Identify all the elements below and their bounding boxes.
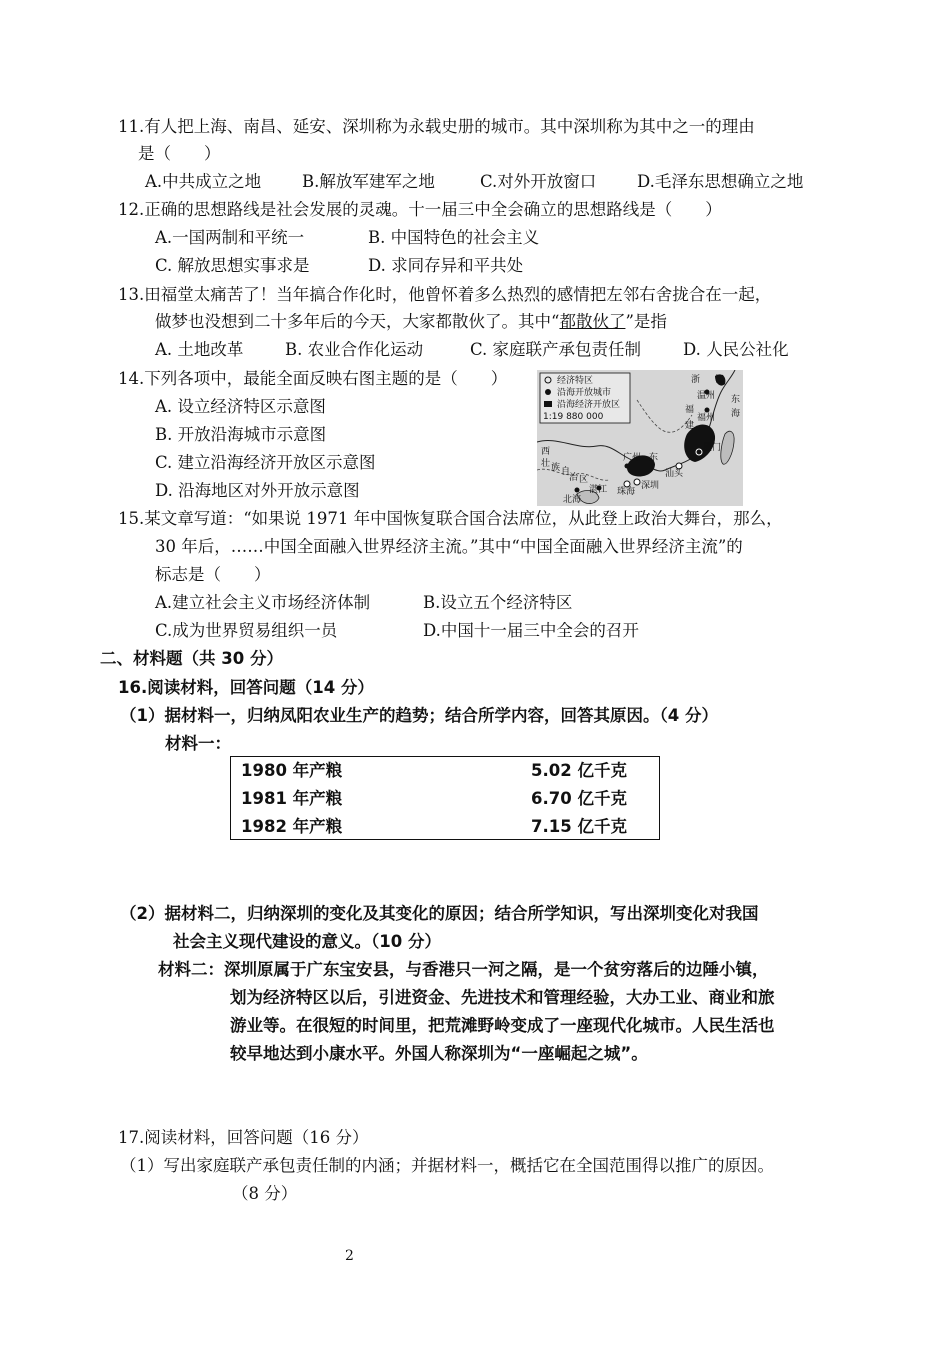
q11-stem-line2: 是（ ） (138, 144, 221, 163)
q17-title: 17.阅读材料，回答问题（16 分） (118, 1128, 369, 1147)
map-label-zi: 自 (561, 467, 571, 477)
city-fuzhou (705, 408, 710, 413)
legend-area-icon (544, 401, 552, 407)
q16-title: 16.阅读材料，回答问题（14 分） (118, 678, 374, 697)
q13-option-c: C. 家庭联产承包责任制 (470, 340, 642, 359)
q11-stem-line1: 11.有人把上海、南昌、延安、深圳称为永载史册的城市。其中深圳称为其中之一的理由 (118, 117, 755, 136)
q14-option-d: D. 沿海地区对外开放示意图 (155, 481, 360, 500)
section-heading: 二、材料题（共 30 分） (100, 649, 283, 668)
map-label-xi: 西 (541, 447, 551, 457)
map-label-jian: 建 (685, 421, 695, 431)
table-cell-year: 1980 年产粮 (241, 761, 343, 780)
q13-stem-line2 (155, 311, 667, 333)
map-label-zhuhai: 珠海 (617, 487, 636, 497)
page-number: 2 (345, 1248, 354, 1264)
q15-option-c: C.成为世界贸易组织一员 (155, 621, 338, 640)
table-cell-value: 7.15 亿千克 (531, 817, 627, 836)
q13-option-a: A. 土地改革 (155, 340, 244, 359)
table-row (231, 785, 659, 813)
q12-option-a: A.一国两制和平统一 (155, 228, 305, 247)
q15-stem-line2: 30 年后，……中国全面融入世界经济主流。”其中“中国全面融入世界经济主流”的 (155, 537, 743, 556)
map-label-zhanjiang: 湛江 (589, 485, 608, 495)
map-label-dong2: 东 (649, 453, 659, 463)
q15-option-b: B.设立五个经济特区 (423, 593, 573, 612)
q14-option-c: C. 建立沿海经济开放区示意图 (155, 453, 376, 472)
legend-city-icon (545, 389, 551, 395)
legend-label-3: 沿海经济开放区 (557, 400, 621, 410)
legend-label-1: 经济特区 (557, 376, 594, 386)
table-cell-year: 1982 年产粮 (241, 817, 343, 836)
q16-material2-line1: 材料二：深圳原属于广东宝安县，与香港只一河之隔，是一个贫穷落后的边陲小镇， (158, 960, 769, 979)
map-label-shenzhen: 深圳 (641, 481, 660, 491)
q14-option-a: A. 设立经济特区示意图 (155, 397, 326, 416)
map-label-shantou: 汕头 (665, 469, 684, 479)
q11-option-a: A.中共成立之地 (145, 172, 262, 191)
q13-underlined-phrase: 都散伙了 (559, 312, 626, 331)
zone-shenzhen (634, 479, 640, 485)
q12-option-b: B. 中国特色的社会主义 (368, 228, 540, 247)
map-label-dong: 东 (731, 395, 741, 405)
q12-stem: 12.正确的思想路线是社会发展的灵魂。十一届三中全会确立的思想路线是（ ） (118, 200, 722, 219)
q16-material2-line4: 较早地达到小康水平。外国人称深圳为“一座崛起之城”。 (230, 1044, 648, 1063)
q14-stem: 14.下列各项中，最能全面反映右图主题的是（ ） (118, 369, 508, 388)
q15-option-a: A.建立社会主义市场经济体制 (155, 593, 371, 612)
map-label-hai: 海 (731, 409, 741, 419)
q15-option-d: D.中国十一届三中全会的召开 (423, 621, 639, 640)
map-label-xiamen: 厦门 (703, 443, 722, 453)
map-label-zhuang: 壮 (541, 459, 551, 469)
q12-option-c: C. 解放思想实事求是 (155, 256, 310, 275)
q15-stem-line3: 标志是（ ） (155, 565, 271, 584)
table-row (231, 757, 659, 785)
province-border-2 (637, 400, 695, 432)
q16-sub2-line2: 社会主义现代建设的意义。（10 分） (173, 932, 441, 951)
q11-option-b: B.解放军建军之地 (302, 172, 435, 191)
map-drawing (537, 370, 743, 506)
table-cell-year: 1981 年产粮 (241, 789, 343, 808)
map-label-wenzhou: 温州 (697, 391, 716, 401)
city-guangzhou (625, 464, 630, 469)
q17-sub1-line1: （1）写出家庭联产承包责任制的内涵；并据材料一，概括它在全国范围得以推广的原因。 (120, 1156, 774, 1175)
q16-material2-line3: 游业等。在很短的时间里，把荒滩野岭变成了一座现代化城市。人民生活也 (230, 1016, 775, 1035)
q13-text-post: ”是指 (625, 312, 667, 331)
table-row (231, 813, 659, 841)
q16-sub2-line1: （2）据材料二，归纳深圳的变化及其变化的原因；结合所学知识，写出深圳变化对我国 (120, 904, 759, 923)
q13-option-d: D. 人民公社化 (683, 340, 789, 359)
q14-option-b: B. 开放沿海城市示意图 (155, 425, 327, 444)
city-beihai (575, 488, 580, 493)
q17-sub1-line2: （8 分） (232, 1184, 298, 1203)
q11-option-c: C.对外开放窗口 (480, 172, 597, 191)
map-label-zhe: 浙 (691, 375, 701, 385)
q11-option-d: D.毛泽东思想确立之地 (637, 172, 804, 191)
map-label-beihai: 北海 (563, 495, 582, 505)
taiwan-island (721, 431, 734, 464)
q12-option-d: D. 求同存异和平共处 (368, 256, 524, 275)
coastal-opening-map (537, 370, 743, 506)
map-label-guangzhou: 广州 (623, 453, 642, 463)
map-label-fu: 福 (685, 405, 695, 415)
q16-material1-label: 材料一： (165, 734, 231, 753)
table-cell-value: 5.02 亿千克 (531, 761, 627, 780)
q15-stem-line1: 15.某文章写道：“如果说 1971 年中国恢复联合国合法席位，从此登上政治大舞台，那么， (118, 509, 783, 528)
legend-label-2: 沿海开放城市 (557, 388, 612, 398)
q13-text-pre: 做梦也没想到二十多年后的今天，大家都散伙了。其中“ (155, 312, 560, 331)
map-label-zu: 族 (551, 463, 561, 473)
q13-option-b: B. 农业合作化运动 (285, 340, 424, 359)
q16-sub1: （1）据材料一，归纳凤阳农业生产的趋势；结合所学内容，回答其原因。（4 分） (120, 706, 718, 725)
q13-stem-line1: 13.田福堂太痛苦了！当年搞合作化时，他曾怀着多么热烈的感情把左邻右舍拢合在一起， (118, 285, 772, 304)
map-label-qu: 区 (579, 475, 589, 485)
map-label-zhi: 治 (569, 473, 579, 483)
q16-material2-line2: 划为经济特区以后，引进资金、先进技术和管理经验，大办工业、商业和旅 (230, 988, 775, 1007)
grain-output-table (230, 756, 660, 840)
map-scale: 1:19 880 000 (543, 412, 604, 422)
table-cell-value: 6.70 亿千克 (531, 789, 627, 808)
map-label-jiang: 江 (715, 375, 725, 385)
map-label-fuzhou: 福州 (697, 413, 716, 423)
